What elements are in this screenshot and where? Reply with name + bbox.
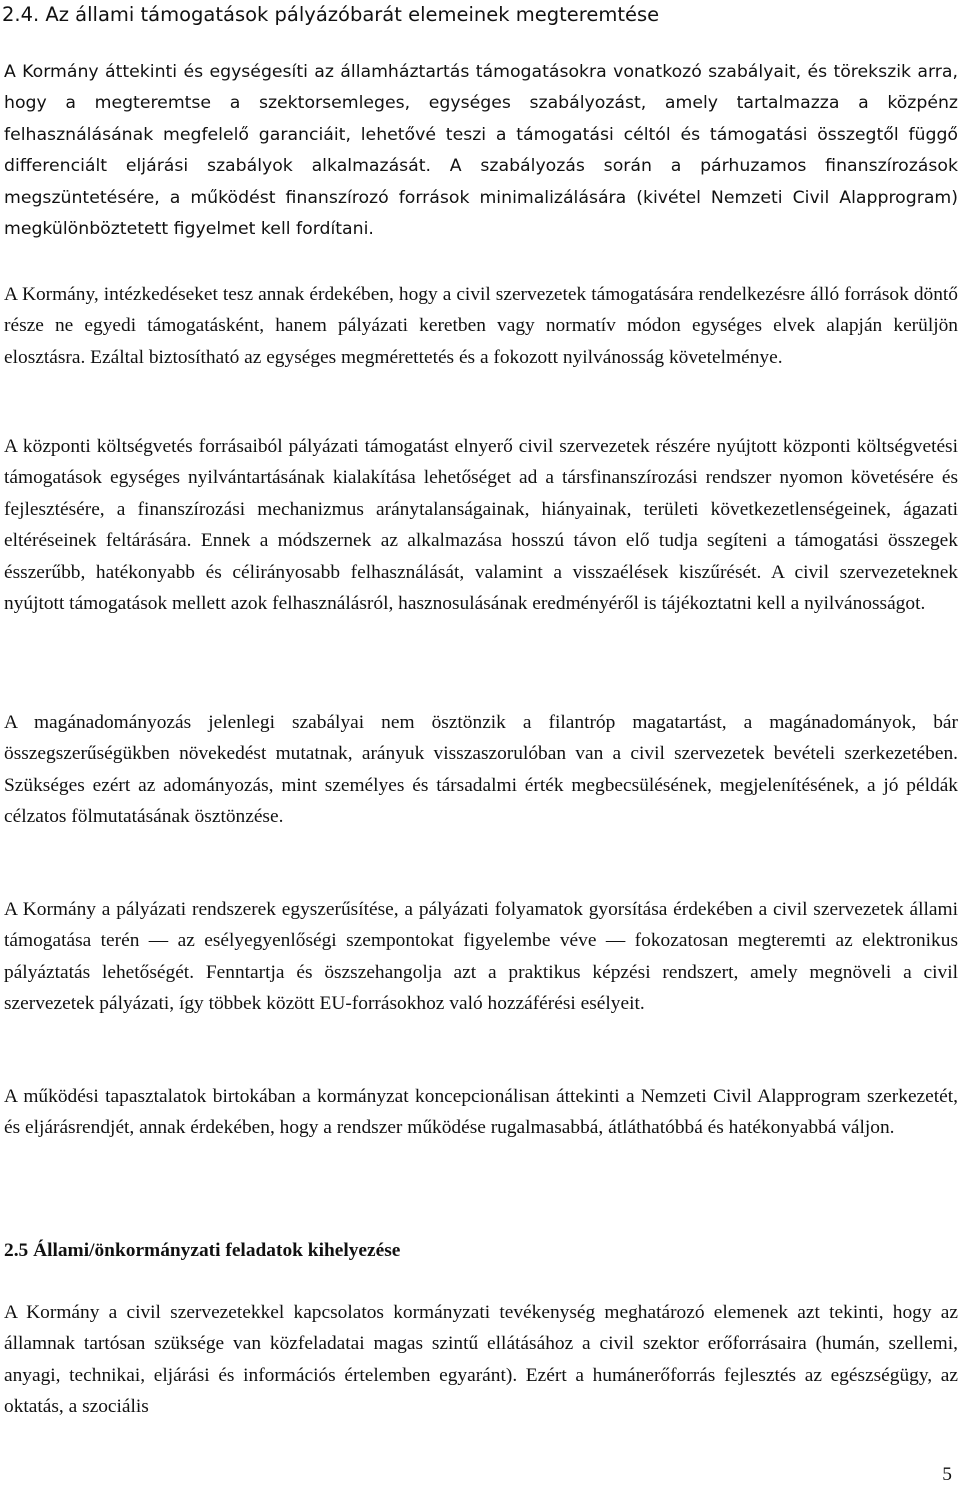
- paragraph-regulation-unification: A Kormány áttekinti és egységesíti az államháztartás támogatásokra vonatkozó szabályait, és törekszik arra, hogy a megteremtse a szektorsemleges, egységes szabályozást, amely tartalmazza a közpénz felhasználásának megfelelő garanciáit, lehetővé teszi a támogatási céltól és támogatási összegtől függő differenciált eljárási szabályok alkalmazását. A szabályozás során a párhuzamos finanszírozások megszüntetésére, a működést finanszírozó források minimalizálására (kivétel Nemzeti Civil Alapprogram) megkülönböztetett figyelmet kell fordítani.: [4, 62, 958, 240]
- paragraph-tender-distribution: A Kormány, intézkedéseket tesz annak érdekében, hogy a civil szervezetek támogatására rendelkezésre álló források döntő része ne egyedi támogatásként, hanem pályázati keretben vagy normatív módon egységes elvek alapján kerüljön elosztásra. Ezáltal biztosítható az egységes megmérettetés és a fokozott nyilvánosság követelménye.: [4, 284, 958, 368]
- paragraph-support-registry: A központi költségvetés forrásaiból pályázati támogatást elnyerő civil szervezetek részére nyújtott központi költségvetési támogatások egységes nyilvántartásának kialakítása lehetőséget ad a társfinanszírozási rendszer nyomon követésére és fejlesztésére, a finanszírozási mechanizmus aránytalanságainak, hiányainak, területi következetlenségeinek, ágazati eltéréseinek feltárására. Ennek a módszernek az alkalmazása hosszú távon elő tudja segíteni a támogatási összegek ésszerűbb, hatékonyabb és célirányosabb felhasználását, valamint a visszaélések kiszűrését. A civil szervezeteknek nyújtott támogatások mellett azok felhasználásról, hasznosulásának eredményéről is tájékoztatni kell a nyilvánosságot.: [4, 436, 958, 615]
- subsection-heading: 2.5 Állami/önkormányzati feladatok kihelyezése: [4, 1240, 401, 1261]
- page-number: 5: [942, 1464, 952, 1485]
- paragraph-task-outsourcing: A Kormány a civil szervezetekkel kapcsolatos kormányzati tevékenység meghatározó elemenek azt tekinti, hogy az államnak tartósan szüksége van közfeladatai magas szintű ellátásához a civil szektor erőforrásaira (humán, szellemi, anyagi, technikai, eljárási és információs értelemben egyaránt). Ezért a humánerőforrás fejlesztés az egészségügy, az oktatás, a szociális: [4, 1302, 958, 1418]
- paragraph-private-donations: A magánadományozás jelenlegi szabályai nem ösztönzik a filantróp magatartást, a magánadományok, bár összegszerűségükben növekedést mutatnak, arányuk visszaszorulóban van a civil szervezetek bevételi szerkezetében. Szükséges ezért az adományozás, mint személyes és társadalmi érték megbecsülésének, megjelenítésének, a jó példák célzatos fölmutatásának ösztönzése.: [4, 712, 958, 828]
- section-heading: 2.4. Az állami támogatások pályázóbarát elemeinek megteremtése: [2, 3, 660, 26]
- paragraph-electronic-tendering: A Kormány a pályázati rendszerek egyszerűsítése, a pályázati folyamatok gyorsítása érdekében a civil szervezetek állami támogatása terén — az esélyegyenlőségi szempontokat figyelembe véve — fokozatosan megteremti az elektronikus pályáztatás lehetőségét. Fenntartja és öszszehangolja azt a praktikus képzési rendszert, amely megnöveli a civil szervezetek pályázati, így többek között EU-forrásokhoz való hozzáférési esélyeit.: [4, 899, 958, 1015]
- paragraph-civil-fund-review: A működési tapasztalatok birtokában a kormányzat koncepcionálisan áttekinti a Nemzeti Civil Alapprogram szerkezetét, és eljárásrendjét, annak érdekében, hogy a rendszer működése rugalmasabbá, átláthatóbbá és hatékonyabbá váljon.: [4, 1086, 958, 1139]
